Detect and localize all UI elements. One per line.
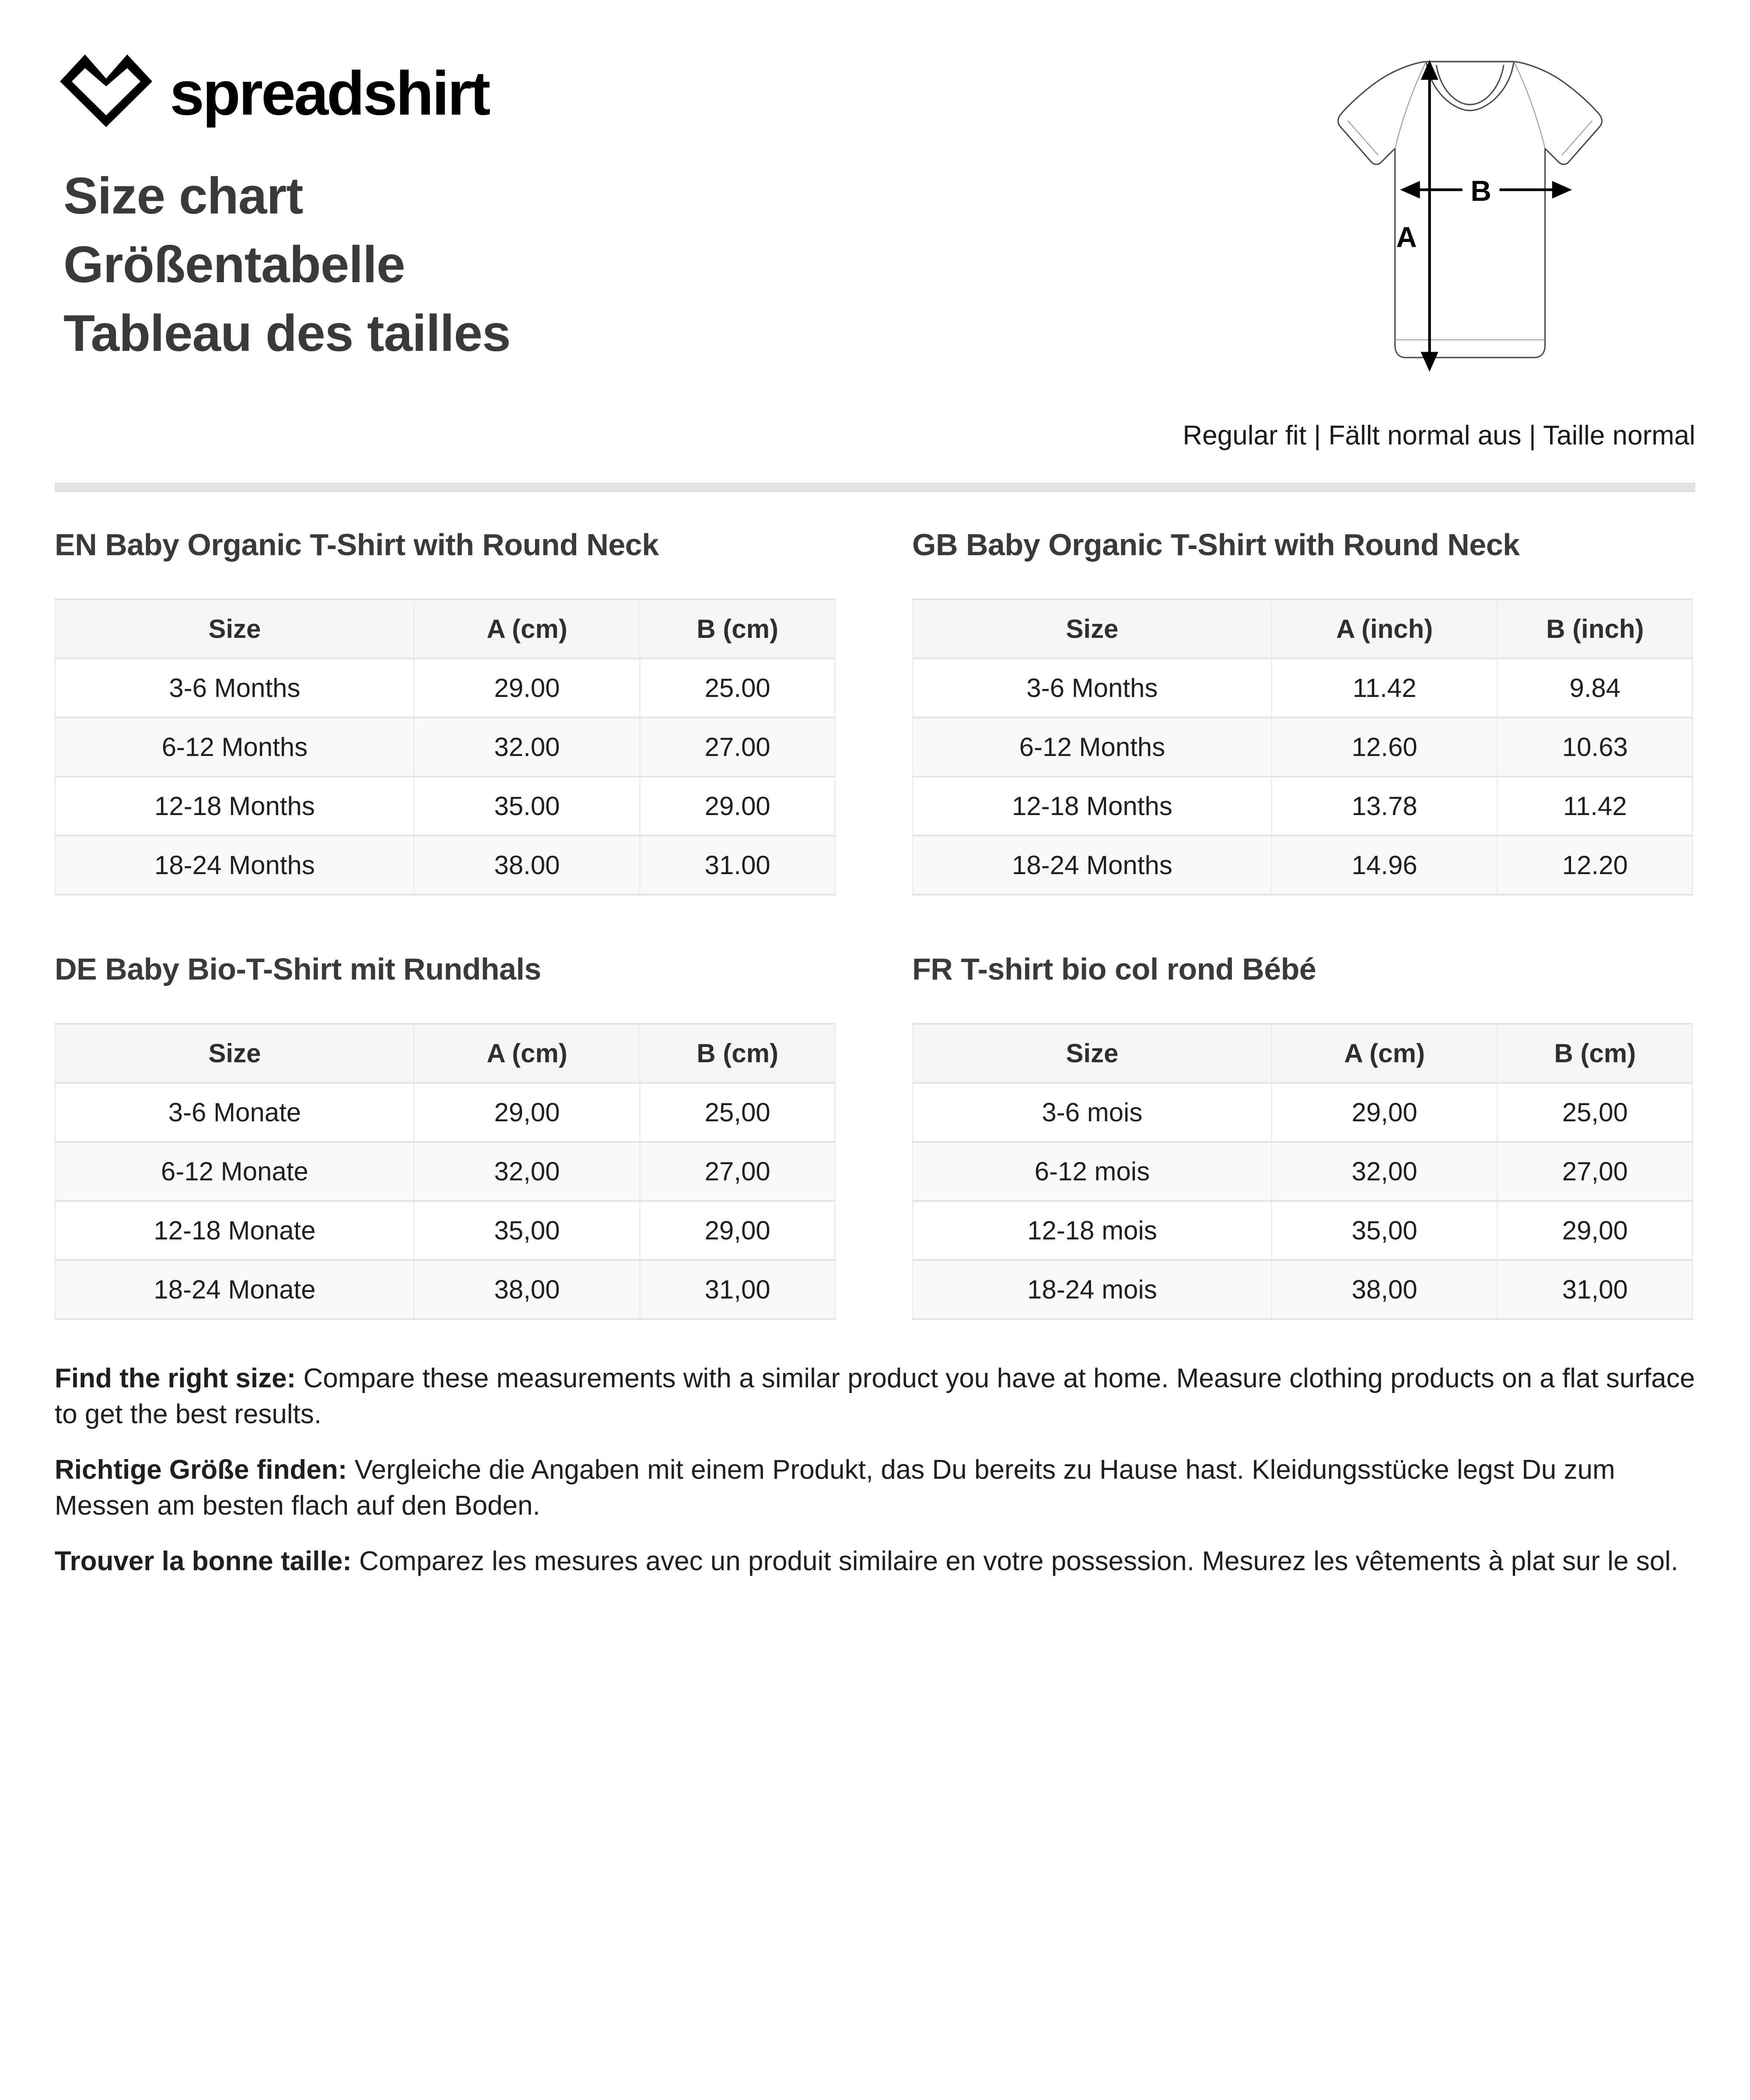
cell-b: 31.00: [640, 836, 835, 895]
column-header-a: A (inch): [1271, 599, 1498, 658]
header-divider: [55, 483, 1695, 492]
cell-b: 10.63: [1498, 718, 1693, 777]
cell-size: 3-6 Months: [56, 658, 414, 718]
cell-b: 27.00: [640, 718, 835, 777]
table-header-row: [56, 599, 835, 658]
cell-size: 3-6 Monate: [56, 1083, 414, 1142]
cell-size: 6-12 Monate: [56, 1142, 414, 1201]
cell-a: 35,00: [414, 1201, 640, 1260]
table-header-row: [56, 1024, 835, 1083]
brand-logo: [55, 52, 489, 129]
note-body-fr: Comparez les mesures avec un produit similaire en votre possession. Mesurez les vêtements à plat sur le sol.: [351, 1546, 1679, 1576]
cell-b: 25,00: [1498, 1083, 1693, 1142]
column-header-size: Size: [56, 1024, 414, 1083]
cell-size: 12-18 Months: [56, 777, 414, 836]
cell-a: 29,00: [1271, 1083, 1498, 1142]
size-table-gb: [912, 598, 1693, 896]
document-header: [55, 52, 1695, 490]
title-fr: Tableau des tailles: [63, 304, 511, 362]
cell-size: 12-18 Months: [913, 777, 1272, 836]
cell-size: 18-24 Monate: [56, 1260, 414, 1319]
cell-b: 29,00: [1498, 1201, 1693, 1260]
cell-a: 38,00: [1271, 1260, 1498, 1319]
size-table-section-fr: [912, 954, 1695, 1320]
title-en: Size chart: [63, 167, 303, 225]
column-header-b: B (cm): [1498, 1024, 1693, 1083]
cell-a: 38,00: [414, 1260, 640, 1319]
shirt-diagram: [1183, 48, 1695, 451]
column-header-a: A (cm): [414, 599, 640, 658]
cell-a: 32,00: [1271, 1142, 1498, 1201]
section-heading-gb: GB Baby Organic T-Shirt with Round Neck: [912, 528, 1520, 562]
cell-size: 3-6 mois: [913, 1083, 1272, 1142]
size-table-de: [55, 1023, 836, 1320]
table-row: [913, 1083, 1693, 1142]
brand-wordmark: spreadshirt: [170, 58, 489, 128]
cell-size: 3-6 Months: [913, 658, 1272, 718]
table-row: [56, 1201, 835, 1260]
table-row: [913, 1260, 1693, 1319]
cell-size: 18-24 Months: [56, 836, 414, 895]
table-row: [913, 777, 1693, 836]
note-en: [55, 1361, 1698, 1433]
sizing-notes: [55, 1361, 1698, 1599]
size-table-section-en: [55, 529, 838, 896]
cell-size: 12-18 Monate: [56, 1201, 414, 1260]
note-fr: [55, 1544, 1698, 1579]
column-header-a: A (cm): [414, 1024, 640, 1083]
cell-a: 14.96: [1271, 836, 1498, 895]
column-header-size: Size: [913, 1024, 1272, 1083]
dimension-label-a: A: [1396, 221, 1417, 253]
section-heading-en: EN Baby Organic T-Shirt with Round Neck: [55, 528, 659, 562]
cell-size: 12-18 mois: [913, 1201, 1272, 1260]
cell-a: 35,00: [1271, 1201, 1498, 1260]
cell-b: 25,00: [640, 1083, 835, 1142]
page-title: [63, 162, 511, 368]
cell-b: 29,00: [640, 1201, 835, 1260]
cell-a: 29.00: [414, 658, 640, 718]
cell-b: 27,00: [1498, 1142, 1693, 1201]
note-lead-en: Find the right size:: [55, 1363, 296, 1393]
section-heading-fr: FR T-shirt bio col rond Bébé: [912, 952, 1316, 986]
cell-size: 6-12 mois: [913, 1142, 1272, 1201]
cell-b: 31,00: [1498, 1260, 1693, 1319]
table-row: [56, 836, 835, 895]
cell-a: 12.60: [1271, 718, 1498, 777]
note-body-de: Vergleiche die Angaben mit einem Produkt, das Du bereits zu Hause hast. Kleidungsstücke legst Du zum Messen am besten flach auf den Boden.: [55, 1454, 1615, 1521]
cell-a: 29,00: [414, 1083, 640, 1142]
note-lead-fr: Trouver la bonne taille:: [55, 1546, 352, 1576]
table-row: [56, 1142, 835, 1201]
tshirt-measurement-diagram-icon: [1288, 48, 1652, 394]
column-header-size: Size: [56, 599, 414, 658]
table-row: [56, 777, 835, 836]
cell-b: 12.20: [1498, 836, 1693, 895]
column-header-b: B (cm): [640, 1024, 835, 1083]
size-table-section-de: [55, 954, 838, 1320]
dimension-arrow-a: [1423, 63, 1436, 369]
cell-b: 29.00: [640, 777, 835, 836]
note-de: [55, 1452, 1698, 1524]
table-row: [56, 1083, 835, 1142]
cell-a: 35.00: [414, 777, 640, 836]
table-header-row: [913, 599, 1693, 658]
note-lead-de: Richtige Größe finden:: [55, 1454, 347, 1485]
cell-size: 18-24 Months: [913, 836, 1272, 895]
table-row: [913, 1201, 1693, 1260]
table-row: [913, 1142, 1693, 1201]
size-table-fr: [912, 1023, 1693, 1320]
cell-b: 27,00: [640, 1142, 835, 1201]
cell-size: 6-12 Months: [913, 718, 1272, 777]
cell-a: 13.78: [1271, 777, 1498, 836]
cell-a: 11.42: [1271, 658, 1498, 718]
table-row: [56, 658, 835, 718]
size-table-en: [55, 598, 836, 896]
note-body-en: Compare these measurements with a similar product you have at home. Measure clothing products on a flat surface to get the best results.: [55, 1363, 1695, 1430]
cell-b: 9.84: [1498, 658, 1693, 718]
cell-size: 18-24 mois: [913, 1260, 1272, 1319]
cell-a: 38.00: [414, 836, 640, 895]
cell-size: 6-12 Months: [56, 718, 414, 777]
cell-b: 11.42: [1498, 777, 1693, 836]
column-header-b: B (inch): [1498, 599, 1693, 658]
size-table-section-gb: [912, 529, 1695, 896]
table-row: [56, 718, 835, 777]
cell-b: 25.00: [640, 658, 835, 718]
column-header-size: Size: [913, 599, 1272, 658]
title-de: Größentabelle: [63, 235, 405, 294]
table-row: [913, 836, 1693, 895]
dimension-label-b: B: [1470, 175, 1491, 207]
column-header-b: B (cm): [640, 599, 835, 658]
spreadshirt-heart-logo-icon: [55, 52, 158, 129]
section-heading-de: DE Baby Bio-T-Shirt mit Rundhals: [55, 952, 541, 986]
column-header-a: A (cm): [1271, 1024, 1498, 1083]
cell-b: 31,00: [640, 1260, 835, 1319]
table-row: [913, 658, 1693, 718]
cell-a: 32.00: [414, 718, 640, 777]
table-row: [56, 1260, 835, 1319]
fit-description: Regular fit | Fällt normal aus | Taille normal: [1183, 420, 1695, 451]
table-header-row: [913, 1024, 1693, 1083]
table-row: [913, 718, 1693, 777]
cell-a: 32,00: [414, 1142, 640, 1201]
